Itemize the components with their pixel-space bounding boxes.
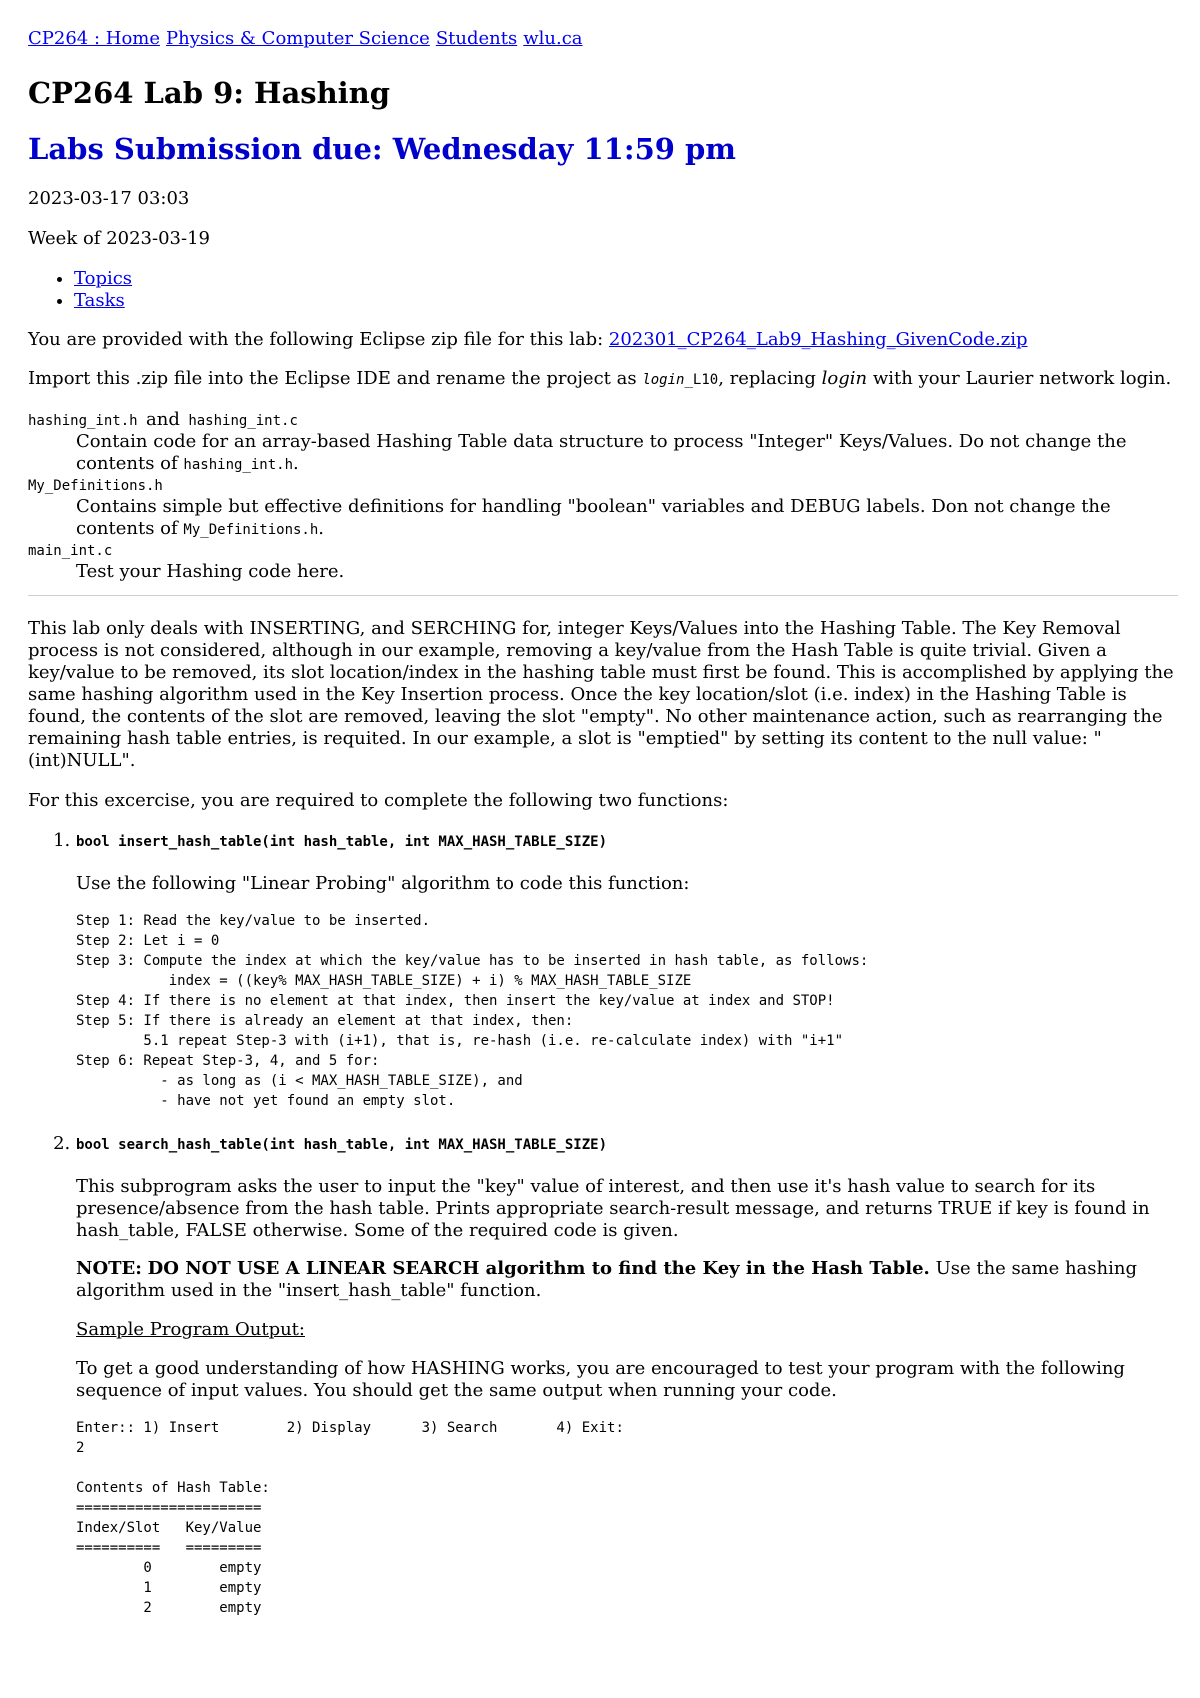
import-text-2: , replacing (718, 368, 816, 389)
import-text-1: Import this .zip file into the Eclipse IDE and rename the project as (28, 368, 637, 389)
import-text-3: with your Laurier network login. (872, 368, 1172, 389)
search-note: NOTE: DO NOT USE A LINEAR SEARCH algorithm to find the Key in the Hash Table. Use the same hashing algorithm used in the "insert_hash_table" function. (76, 1258, 1137, 1301)
file-list (28, 410, 1178, 583)
zip-prefix: You are provided with the following Eclipse zip file for this lab: (28, 329, 604, 350)
divider (28, 595, 1178, 596)
week-label: Week of 2023-03-19 (28, 228, 210, 249)
nav-link-cp264-home[interactable]: CP264 : Home (28, 28, 161, 49)
file-desc-definitions: Contains simple but effective definitions for handling "boolean" variables and DEBUG labels. Don not change the contents of My_Definitions.h. (76, 496, 1111, 539)
function-item-search (76, 1133, 1178, 1618)
sample-output-block: Enter:: 1) Insert 2) Display 3) Search 4) Exit: 2 Contents of Hash Table: ====================== Index/Slot Key/Value ========== ========= 0 empty 1 empty 2 empty (76, 1420, 624, 1616)
top-nav (28, 28, 1178, 50)
function-list (28, 830, 1178, 1618)
import-paragraph (28, 368, 1178, 391)
file-term-definitions: My_Definitions.h (28, 478, 163, 494)
toc-link-topics[interactable]: Topics (74, 268, 133, 289)
intro-paragraph: This lab only deals with INSERTING, and SERCHING for, integer Keys/Values into the Hashing Table. The Key Removal process is not considered, although in our example, removing a key/value from the Hash Table is quite trivial. Given a key/value to be removed, its slot location/index in the hashing table must first be found. This is accomplished by applying the same hashing algorithm used in the Key Insertion process. Once the key location/slot (i.e. index) in the Hashing Table is found, the contents of the slot are removed, leaving the slot "empty". No other maintenance action, such as rearranging the remaining hash table entries, is requited. In our example, a slot is "emptied" by setting its content to the null value: "(int)NULL". (28, 618, 1174, 771)
toc-item (74, 290, 1178, 312)
file-desc-main: Test your Hashing code here. (76, 561, 345, 582)
exercise-lead: For this excercise, you are required to complete the following two functions: (28, 790, 729, 811)
nav-link-students[interactable]: Students (435, 28, 518, 49)
page-title: CP264 Lab 9: Hashing (28, 76, 391, 110)
nav-link-physics-cs[interactable]: Physics & Computer Science (166, 28, 430, 49)
sample-output-heading: Sample Program Output: (76, 1319, 305, 1340)
due-heading: Labs Submission due: Wednesday 11:59 pm (28, 132, 736, 166)
zip-paragraph (28, 329, 1178, 351)
search-description: This subprogram asks the user to input the "key" value of interest, and then use it's hash value to search for its presence/absence from the hash table. Prints appropriate search-result message, and returns TRUE if key is found in hash_table, FALSE otherwise. Some of the required code is given. (76, 1176, 1150, 1241)
toc-item (74, 268, 1178, 290)
datetime: 2023-03-17 03:03 (28, 188, 190, 209)
function-item-insert (76, 830, 1178, 1111)
zip-download-link[interactable]: 202301_CP264_Lab9_Hashing_GivenCode.zip (608, 329, 1028, 350)
page-content (28, 22, 1178, 1640)
file-term-main: main_int.c (28, 543, 113, 559)
table-of-contents (28, 268, 1178, 312)
search-signature: bool search_hash_table(int hash_table, int MAX_HASH_TABLE_SIZE) (76, 1137, 608, 1153)
project-name-code: login_L10 (642, 372, 719, 388)
insert-signature: bool insert_hash_table(int hash_table, int MAX_HASH_TABLE_SIZE) (76, 834, 608, 850)
toc-link-tasks[interactable]: Tasks (74, 290, 125, 311)
insert-lead: Use the following "Linear Probing" algorithm to code this function: (76, 873, 690, 894)
file-desc-hashing: Contain code for an array-based Hashing Table data structure to process "Integer" Keys/Values. Do not change the contents of hashing_int.h. (76, 431, 1127, 474)
insert-algorithm-steps: Step 1: Read the key/value to be inserted. Step 2: Let i = 0 Step 3: Compute the index at which the key/value has to be inserted in hash table, as follows: index = ((key% MAX_HASH_TABLE_SIZE) + i) % MAX_HASH_TABLE_SIZE Step 4: If there is no element at that index, then insert the key/value at index and STOP! Step 5: If there is already an element at that index, then: 5.1 repeat Step-3 with (i+1), that is, re-hash (i.e. re-calculate index) with "i+1" Step 6: Repeat Step-3, 4, and 5 for: - as long as (i < MAX_HASH_TABLE_SIZE), and - have not yet found an empty slot. (76, 913, 869, 1109)
encourage-paragraph: To get a good understanding of how HASHING works, you are encouraged to test your program with the following sequence of input values. You should get the same output when running your code. (76, 1358, 1125, 1401)
login-word: login (821, 368, 868, 389)
file-term-hashing: hashing_int.h and hashing_int.c (28, 409, 298, 430)
nav-link-wlu[interactable]: wlu.ca (523, 28, 583, 49)
